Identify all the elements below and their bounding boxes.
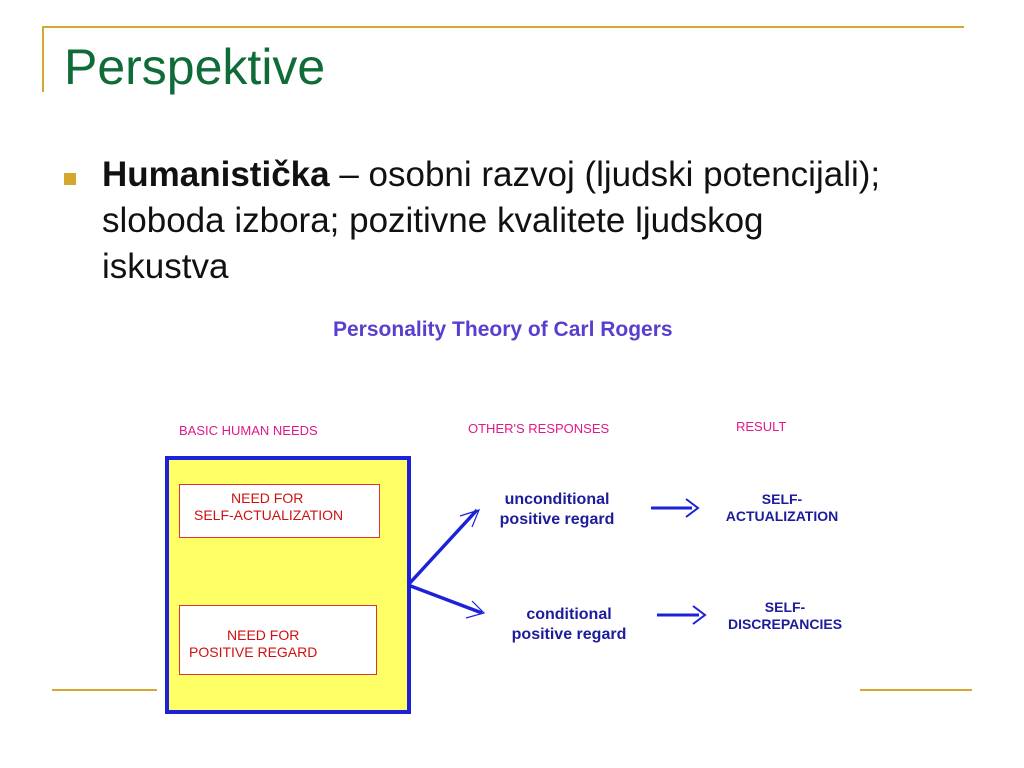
result-line2: ACTUALIZATION: [725, 508, 839, 524]
response-line1: unconditional: [504, 491, 610, 508]
need-label-line1: NEED FOR: [227, 627, 300, 643]
result-line1: SELF-: [761, 491, 803, 507]
connector-to-unconditional: [408, 510, 477, 585]
result-line1: SELF-: [764, 599, 806, 615]
bullet-separator: –: [329, 155, 369, 194]
response-line2: positive regard: [511, 626, 627, 643]
need-label-line2: POSITIVE REGARD: [189, 644, 318, 660]
connector-to-conditional: [408, 585, 482, 613]
response-line1: conditional: [526, 606, 612, 623]
header-result: RESULT: [736, 419, 787, 434]
slide-title: Perspektive: [64, 39, 326, 95]
diagram-title: Personality Theory of Carl Rogers: [333, 318, 673, 341]
header-basic-needs: BASIC HUMAN NEEDS: [179, 423, 318, 438]
need-label-line1: NEED FOR: [231, 490, 304, 506]
need-label-line2: SELF-ACTUALIZATION: [194, 507, 344, 523]
bullet-body: osobni razvoj (ljudski potencijali); sloboda izbora; pozitivne kvalitete ljudskog iskustva: [102, 155, 881, 286]
result-line2: DISCREPANCIES: [727, 616, 843, 632]
header-others-responses: OTHER'S RESPONSES: [468, 421, 610, 436]
bullet-term: Humanistička: [102, 155, 330, 194]
response-line2: positive regard: [499, 511, 615, 528]
